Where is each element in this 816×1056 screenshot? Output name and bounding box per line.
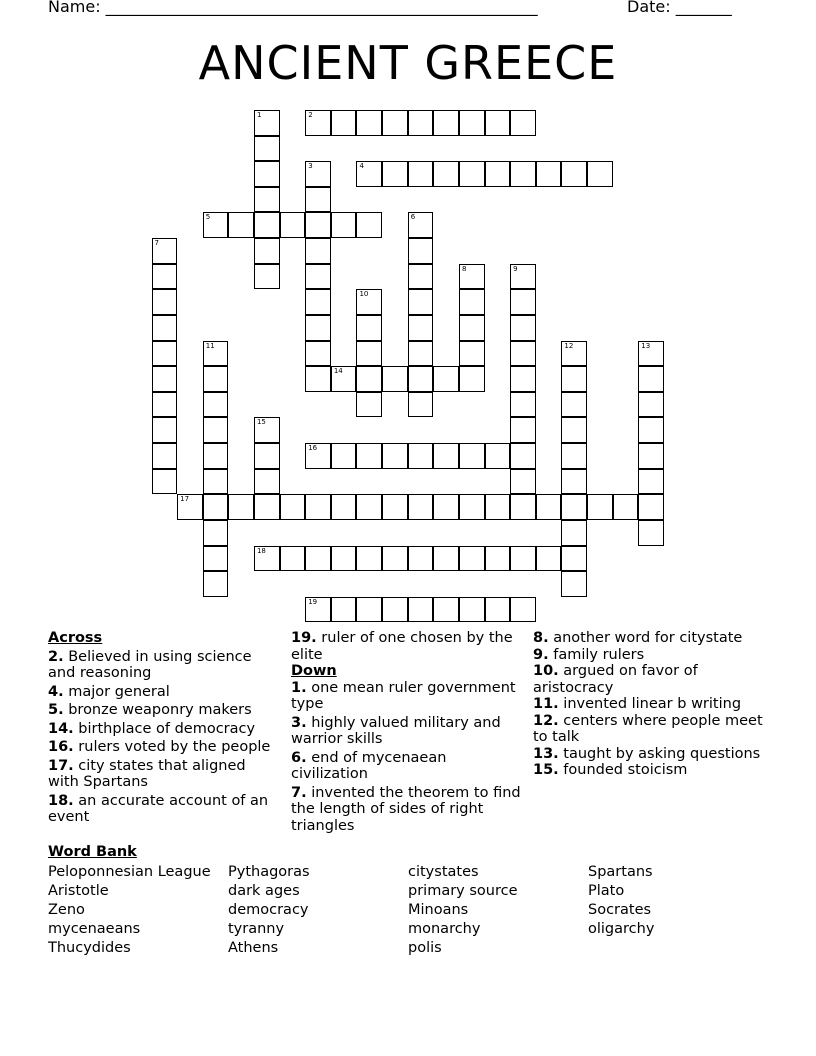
word-bank-word: mycenaeans (48, 921, 141, 937)
clue-number: 10 (359, 290, 369, 299)
clue-number: 2 (308, 111, 313, 119)
clue-number: 19 (308, 597, 318, 606)
grid-cell[interactable] (228, 212, 254, 238)
grid-cell[interactable] (561, 366, 587, 392)
clue-item: 14. birthplace of democracy (48, 720, 256, 737)
grid-cell[interactable] (459, 546, 485, 572)
grid-cell[interactable] (356, 161, 382, 187)
word-bank (48, 844, 137, 860)
grid-cell[interactable] (638, 494, 664, 520)
grid-cell[interactable] (408, 264, 434, 290)
grid-cell[interactable] (152, 264, 178, 290)
grid-cell[interactable] (305, 546, 331, 572)
clue-item: 1. one mean ruler government type (291, 679, 516, 712)
grid-cell[interactable] (331, 110, 357, 136)
grid-cell[interactable] (203, 571, 229, 597)
grid-cell[interactable] (305, 187, 331, 213)
grid-cell[interactable] (254, 110, 280, 136)
grid-cell[interactable] (408, 238, 434, 264)
grid-cell[interactable] (203, 469, 229, 495)
grid-cell[interactable] (561, 392, 587, 418)
grid-cell[interactable] (305, 597, 331, 623)
word-bank-word: tyranny (228, 921, 285, 937)
grid-cell[interactable] (305, 289, 331, 315)
grid-cell[interactable] (382, 110, 408, 136)
word-bank-word: Athens (228, 940, 279, 956)
grid-cell[interactable] (638, 341, 664, 367)
grid-cell[interactable] (561, 494, 587, 520)
grid-cell[interactable] (433, 366, 459, 392)
clue-item: 2. Believed in using science and reasoning (48, 648, 252, 681)
word-bank-word: Aristotle (48, 883, 109, 899)
word-bank-word: oligarchy (588, 921, 655, 937)
grid-cell[interactable] (305, 161, 331, 187)
grid-cell[interactable] (459, 366, 485, 392)
grid-cell[interactable] (408, 341, 434, 367)
grid-cell[interactable] (331, 366, 357, 392)
grid-cell[interactable] (433, 494, 459, 520)
grid-cell[interactable] (587, 161, 613, 187)
grid-cell[interactable] (152, 341, 178, 367)
grid-cell[interactable] (408, 494, 434, 520)
grid-cell[interactable] (305, 341, 331, 367)
grid-cell[interactable] (459, 264, 485, 290)
grid-cell[interactable] (587, 494, 613, 520)
grid-cell[interactable] (433, 546, 459, 572)
grid-cell[interactable] (510, 392, 536, 418)
grid-cell[interactable] (433, 443, 459, 469)
grid-cell[interactable] (356, 289, 382, 315)
grid-cell[interactable] (510, 417, 536, 443)
grid-cell[interactable] (152, 469, 178, 495)
grid-cell[interactable] (510, 443, 536, 469)
clue-item: 19. ruler of one chosen by the elite (291, 630, 513, 663)
grid-cell[interactable] (331, 443, 357, 469)
grid-cell[interactable] (203, 546, 229, 572)
word-bank-word: dark ages (228, 883, 300, 899)
grid-cell[interactable] (152, 417, 178, 443)
grid-cell[interactable] (485, 597, 511, 623)
grid-cell[interactable] (254, 161, 280, 187)
grid-cell[interactable] (433, 161, 459, 187)
grid-cell[interactable] (638, 520, 664, 546)
grid-cell[interactable] (485, 443, 511, 469)
grid-cell[interactable] (152, 443, 178, 469)
word-bank-word: monarchy (408, 921, 481, 937)
grid-cell[interactable] (408, 597, 434, 623)
grid-cell[interactable] (331, 597, 357, 623)
clue-number: 4 (359, 162, 364, 171)
grid-cell[interactable] (459, 494, 485, 520)
grid-cell[interactable] (203, 520, 229, 546)
grid-cell[interactable] (254, 264, 280, 290)
grid-cell[interactable] (510, 289, 536, 315)
grid-cell[interactable] (433, 597, 459, 623)
grid-cell[interactable] (485, 546, 511, 572)
down-heading: Down (291, 663, 337, 679)
clue-number: 9 (513, 264, 518, 273)
clue-number: 1 (256, 111, 262, 119)
grid-cell[interactable] (177, 494, 203, 520)
grid-cell[interactable] (356, 546, 382, 572)
grid-cell[interactable] (485, 110, 511, 136)
clue-number: 6 (410, 213, 416, 222)
grid-cell[interactable] (459, 341, 485, 367)
clue-number: 12 (564, 341, 574, 350)
word-bank-word: citystates (408, 864, 479, 880)
word-bank-word: Socrates (588, 902, 652, 918)
word-bank-title: Word Bank (48, 844, 137, 860)
grid-cell[interactable] (382, 161, 408, 187)
word-bank-word: Peloponnesian League (48, 864, 211, 880)
grid-cell[interactable] (459, 443, 485, 469)
clue-number: 18 (256, 546, 266, 555)
clue-number: 8 (461, 264, 467, 273)
grid-cell[interactable] (356, 110, 382, 136)
grid-cell[interactable] (203, 366, 229, 392)
grid-cell[interactable] (280, 494, 306, 520)
grid-cell[interactable] (254, 187, 280, 213)
grid-cell[interactable] (638, 417, 664, 443)
grid-cell[interactable] (254, 417, 280, 443)
grid-cell[interactable] (510, 546, 536, 572)
grid-cell[interactable] (254, 546, 280, 572)
grid-cell[interactable] (510, 494, 536, 520)
grid-cell[interactable] (638, 366, 664, 392)
grid-cell[interactable] (305, 315, 331, 341)
clue-item: 16. rulers voted by the people (48, 739, 271, 755)
grid-cell[interactable] (638, 469, 664, 495)
clue-item: 18. an accurate account of an event (48, 792, 269, 825)
word-bank-word: Spartans (588, 864, 653, 880)
grid-cell[interactable] (280, 212, 306, 238)
grid-cell[interactable] (280, 546, 306, 572)
clue-item: 12. centers where people meet to talk (533, 712, 763, 745)
grid-cell[interactable] (152, 238, 178, 264)
grid-cell[interactable] (305, 212, 331, 238)
grid-cell[interactable] (459, 597, 485, 623)
grid-cell[interactable] (382, 366, 408, 392)
grid-cell[interactable] (510, 597, 536, 623)
word-bank-word: Pythagoras (228, 864, 310, 880)
grid-cell[interactable] (305, 494, 331, 520)
grid-cell[interactable] (459, 161, 485, 187)
grid-cell[interactable] (408, 315, 434, 341)
clue-item: 13. taught by asking questions (533, 745, 761, 762)
grid-cell[interactable] (382, 546, 408, 572)
grid-cell[interactable] (638, 392, 664, 418)
clue-item: 15. founded stoicism (533, 762, 688, 778)
clue-number: 11 (205, 341, 215, 350)
grid-cell[interactable] (152, 315, 178, 341)
clue-number: 15 (256, 418, 266, 427)
grid-cell[interactable] (254, 212, 280, 238)
grid-cell[interactable] (561, 161, 587, 187)
grid-cell[interactable] (305, 110, 331, 136)
grid-cell[interactable] (408, 546, 434, 572)
grid-cell[interactable] (561, 417, 587, 443)
grid-cell[interactable] (561, 546, 587, 572)
grid-cell[interactable] (254, 494, 280, 520)
grid-cell[interactable] (408, 212, 434, 238)
grid-cell[interactable] (254, 238, 280, 264)
grid-cell[interactable] (356, 366, 382, 392)
grid-cell[interactable] (152, 392, 178, 418)
grid-cell[interactable] (536, 546, 562, 572)
clue-number: 14 (333, 367, 343, 376)
grid-cell[interactable] (510, 469, 536, 495)
grid-cell[interactable] (228, 494, 254, 520)
clue-item: 3. highly valued military and warrior skills (291, 714, 501, 747)
grid-cell[interactable] (356, 341, 382, 367)
name-field-label: Name: ______________________________________________________ (48, 0, 538, 16)
clue-number: 17 (180, 495, 190, 504)
date-field-label: Date: _______ (627, 0, 732, 16)
grid-cell[interactable] (408, 392, 434, 418)
grid-cell[interactable] (356, 392, 382, 418)
word-bank-word: primary source (408, 883, 518, 899)
clue-number: 3 (308, 162, 313, 171)
clue-item: 4. major general (48, 683, 170, 700)
clue-item: 5. bronze weaponry makers (48, 702, 252, 718)
word-bank-word: Minoans (408, 902, 469, 918)
clue-item: 10. argued on favor of aristocracy (533, 663, 698, 696)
grid-cell[interactable] (408, 443, 434, 469)
clue-item: 6. end of mycenaean civilization (291, 749, 447, 782)
grid-cell[interactable] (305, 238, 331, 264)
grid-cell[interactable] (408, 366, 434, 392)
grid-cell[interactable] (152, 366, 178, 392)
grid-cell[interactable] (536, 161, 562, 187)
grid-cell[interactable] (638, 443, 664, 469)
grid-cell[interactable] (254, 136, 280, 162)
grid-cell[interactable] (459, 110, 485, 136)
grid-cell[interactable] (203, 392, 229, 418)
grid-cell[interactable] (331, 212, 357, 238)
grid-cell[interactable] (510, 264, 536, 290)
word-bank-word: Thucydides (48, 940, 131, 956)
grid-cell[interactable] (561, 571, 587, 597)
grid-cell[interactable] (613, 494, 639, 520)
clue-number: 7 (154, 239, 159, 248)
grid-cell[interactable] (305, 443, 331, 469)
clue-number: 16 (308, 444, 318, 453)
clue-item: 7. invented the theorem to find the length of sides of right triangles (291, 784, 521, 834)
grid-cell[interactable] (152, 289, 178, 315)
grid-cell[interactable] (408, 161, 434, 187)
clue-item: 11. invented linear b writing (533, 696, 742, 712)
grid-cell[interactable] (254, 469, 280, 495)
word-bank-word: democracy (228, 902, 309, 918)
grid-cell[interactable] (510, 315, 536, 341)
grid-cell[interactable] (459, 315, 485, 341)
clue-item: 8. another word for citystate (533, 630, 743, 646)
grid-cell[interactable] (203, 212, 229, 238)
grid-cell[interactable] (203, 417, 229, 443)
grid-cell[interactable] (203, 494, 229, 520)
grid-cell[interactable] (203, 443, 229, 469)
grid-cell[interactable] (356, 315, 382, 341)
grid-cell[interactable] (331, 546, 357, 572)
grid-cell[interactable] (356, 212, 382, 238)
grid-cell[interactable] (561, 341, 587, 367)
grid-cell[interactable] (382, 443, 408, 469)
grid-cell[interactable] (356, 443, 382, 469)
grid-cell[interactable] (356, 494, 382, 520)
grid-cell[interactable] (561, 520, 587, 546)
grid-cell[interactable] (561, 469, 587, 495)
grid-cell[interactable] (485, 494, 511, 520)
word-bank-word: polis (408, 940, 442, 956)
clue-item: 17. city states that aligned with Spartans (48, 757, 246, 790)
grid-cell[interactable] (408, 289, 434, 315)
grid-cell[interactable] (356, 597, 382, 623)
grid-cell[interactable] (459, 289, 485, 315)
grid-cell[interactable] (433, 110, 459, 136)
grid-cell[interactable] (408, 110, 434, 136)
word-bank-word: Plato (588, 883, 625, 899)
grid-cell[interactable] (382, 494, 408, 520)
grid-cell[interactable] (305, 264, 331, 290)
grid-cell[interactable] (331, 494, 357, 520)
grid-cell[interactable] (485, 161, 511, 187)
clue-column-2 (291, 630, 523, 834)
word-bank-word: Zeno (48, 902, 85, 918)
grid-cell[interactable] (305, 366, 331, 392)
grid-cell[interactable] (510, 341, 536, 367)
clue-column-3 (533, 630, 773, 779)
grid-cell[interactable] (561, 443, 587, 469)
clue-number: 5 (205, 213, 211, 222)
clue-column-1 (48, 630, 280, 826)
grid-cell[interactable] (510, 366, 536, 392)
grid-cell[interactable] (510, 110, 536, 136)
clue-number: 13 (641, 341, 651, 350)
page-title: ANCIENT GREECE (198, 36, 618, 90)
grid-cell[interactable] (254, 443, 280, 469)
grid-cell[interactable] (382, 597, 408, 623)
grid-cell[interactable] (510, 161, 536, 187)
grid-cell[interactable] (203, 341, 229, 367)
grid-cell[interactable] (536, 494, 562, 520)
across-heading: Across (48, 630, 103, 646)
clue-item: 9. family rulers (533, 646, 645, 663)
